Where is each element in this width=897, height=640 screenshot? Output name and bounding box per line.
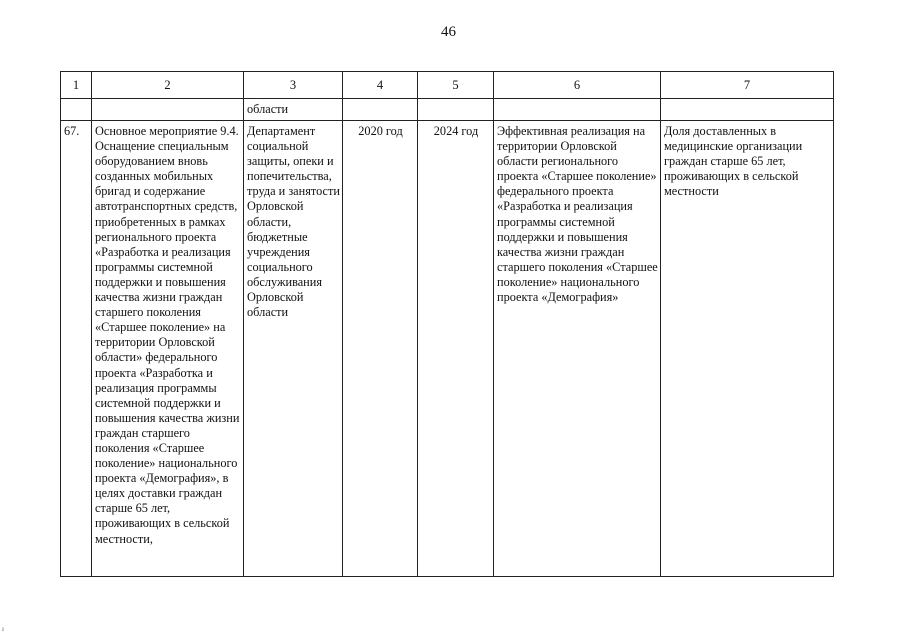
- column-number-cell: 7: [661, 72, 834, 99]
- table-cell: [661, 99, 834, 121]
- column-number-cell: 3: [244, 72, 343, 99]
- executor-continuation-cell: области: [244, 99, 343, 121]
- column-number-cell: 2: [92, 72, 244, 99]
- table-cell: [494, 99, 661, 121]
- table-cell: [418, 99, 494, 121]
- column-number-cell: 6: [494, 72, 661, 99]
- table-cell: [343, 99, 418, 121]
- event-cell: Основное мероприятие 9.4. Оснащение специальным оборудованием вновь созданных мобильных бригад и содержание автотранспортных средств, приобретенных в рамках регионального проекта «Разработка и реализация программы системной поддержки и повышения качества жизни граждан старшего поколения «Старшее поколение» на территории Орловской области» федерального проекта «Разработка и реализация программы системной поддержки и повышения качества жизни граждан старшего поколения «Старшее поколение» национального проекта «Демография», в целях доставки граждан старше 65 лет, проживающих в сельской местности,: [92, 121, 244, 577]
- table-cell: [92, 99, 244, 121]
- start-year-cell: 2020 год: [343, 121, 418, 577]
- column-number-cell: 1: [61, 72, 92, 99]
- column-number-cell: 5: [418, 72, 494, 99]
- indicator-cell: Доля доставленных в медицинские организации граждан старше 65 лет, проживающих в сельской местности: [661, 121, 834, 577]
- table-row: [61, 121, 834, 577]
- executor-cell: Департамент социальной защиты, опеки и попечительства, труда и занятости Орловской области, бюджетные учреждения социального обслуживания Орловской области: [244, 121, 343, 577]
- edge-mark: ı: [2, 625, 4, 633]
- page-number: 46: [441, 24, 456, 40]
- column-number-row: [61, 72, 834, 99]
- result-cell: Эффективная реализация на территории Орловской области регионального проекта «Старшее поколение» федерального проекта «Разработка и реализация программы системной поддержки и повышения качества жизни граждан старшего поколения «Старшее поколение» национального проекта «Демография»: [494, 121, 661, 577]
- column-number-cell: 4: [343, 72, 418, 99]
- row-number-cell: 67.: [61, 121, 92, 577]
- table-cell: [61, 99, 92, 121]
- continuation-row: [61, 99, 834, 121]
- measures-table: [60, 71, 834, 577]
- end-year-cell: 2024 год: [418, 121, 494, 577]
